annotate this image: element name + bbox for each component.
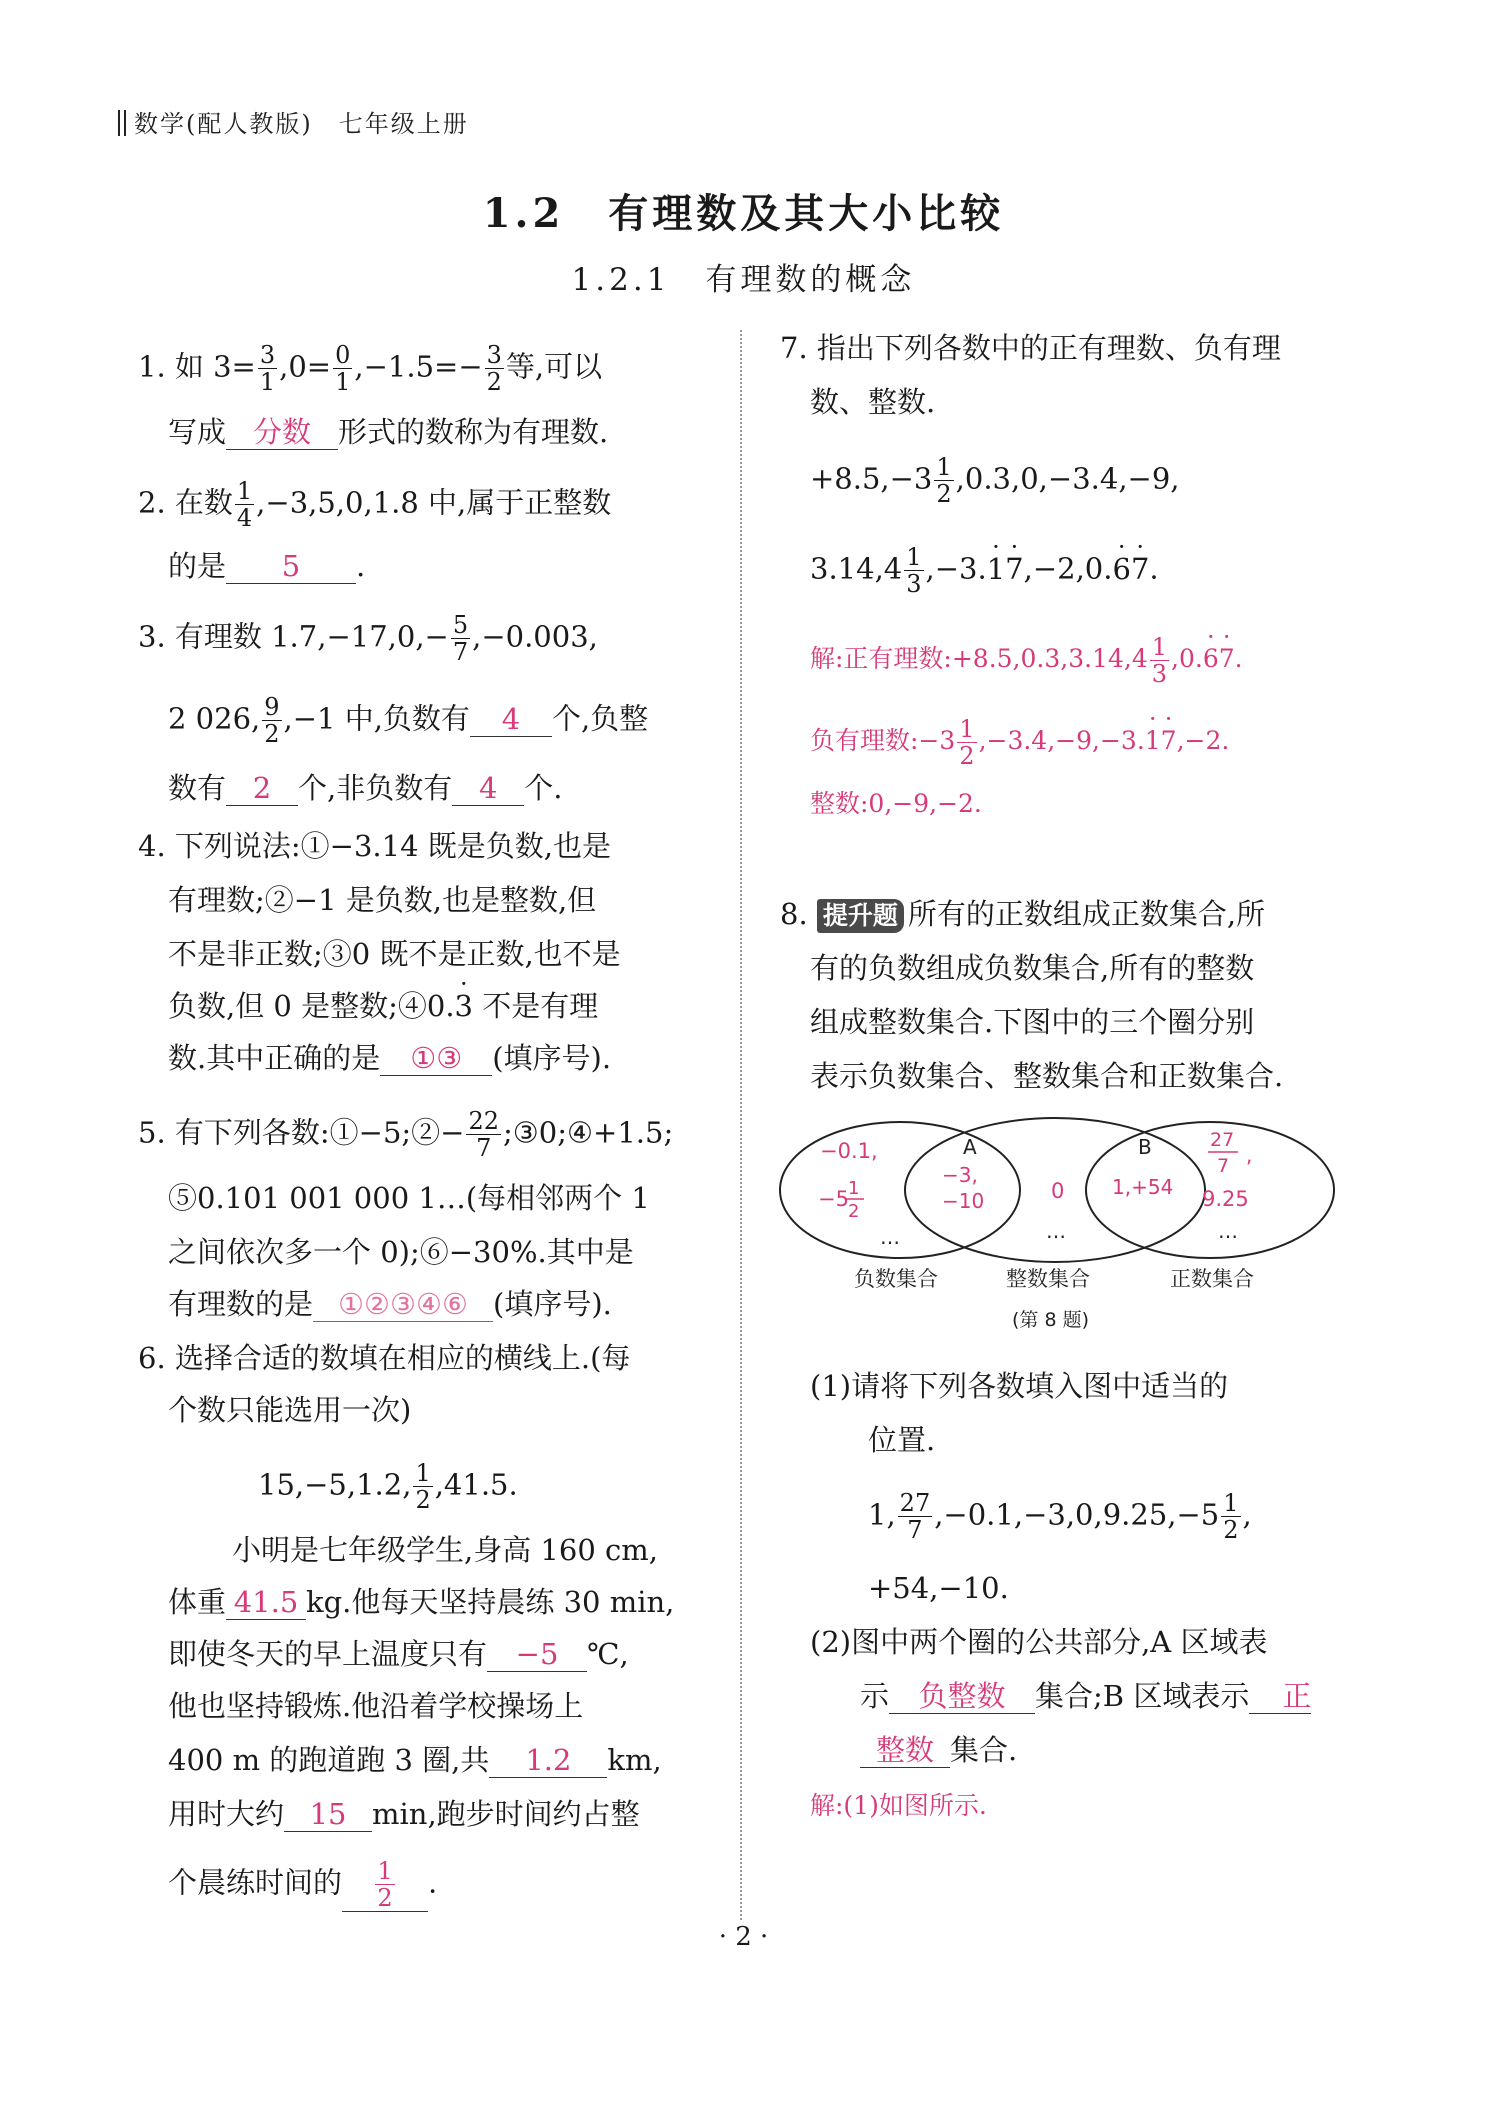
venn-diagram	[770, 1110, 1360, 1340]
answer-blank[interactable]: $\frac{1}{2}$	[342, 1858, 428, 1912]
answer-blank[interactable]: 负整数	[889, 1679, 1035, 1714]
subsection-title: 1.2.1 有理数的概念	[571, 262, 916, 298]
answer-blank[interactable]: 5	[226, 549, 356, 584]
answer-blank[interactable]: ①③	[380, 1041, 492, 1076]
section-title: 1.2 有理数及其大小比较	[482, 190, 1005, 237]
venn-text: 2	[848, 1201, 860, 1222]
page-number: · 2 ·	[718, 1922, 769, 1952]
venn-text: 7	[1217, 1155, 1230, 1177]
answer-text: 整数:0,−9,−2.	[810, 789, 982, 818]
answer-blank[interactable]: 4	[470, 702, 552, 737]
venn-text: 1	[848, 1178, 860, 1199]
answer-blank[interactable]: −5	[487, 1637, 587, 1672]
venn-text: A	[963, 1135, 977, 1159]
venn-text: −3,	[942, 1163, 978, 1187]
venn-text: ,	[1246, 1143, 1253, 1167]
answer-text: 解:正有理数:+8.5,0.3,3.14,4 $\frac{1}{3}$ ,0.· 6· 7.	[810, 634, 1243, 687]
answer-text: 解:(1)如图所示.	[810, 1791, 987, 1820]
venn-text: 0	[1051, 1179, 1065, 1203]
header-bar-icon	[118, 110, 126, 136]
venn-text: −0.1,	[820, 1139, 878, 1163]
venn-text: 1,+54	[1112, 1175, 1174, 1199]
answer-blank[interactable]: 2	[226, 771, 298, 806]
answer-blank[interactable]: 分数	[226, 415, 338, 450]
answer-blank[interactable]: 4	[452, 771, 524, 806]
answer-text: 负有理数:−3 $\frac{1}{2}$ ,−3.4,−9,−3.· 1· 7,−2.	[810, 716, 1229, 769]
venn-caption: 负数集合	[854, 1267, 938, 1291]
running-header: 数学(配人教版) 七年级上册	[118, 104, 469, 139]
venn-text: …	[1218, 1219, 1238, 1243]
venn-text: 9.25	[1202, 1187, 1249, 1211]
venn-text: B	[1138, 1135, 1152, 1159]
venn-caption: 整数集合	[1006, 1267, 1090, 1291]
column-divider	[740, 330, 742, 1920]
answer-blank[interactable]: 整数	[860, 1733, 950, 1768]
venn-caption: 正数集合	[1170, 1267, 1254, 1291]
answer-blank[interactable]: 正	[1249, 1679, 1311, 1714]
venn-text: −10	[942, 1189, 985, 1213]
venn-text: 27	[1210, 1129, 1235, 1151]
answer-blank[interactable]: 15	[284, 1797, 372, 1832]
answer-blank[interactable]: ①②③④⑥	[313, 1287, 493, 1322]
answer-blank[interactable]: 41.5	[226, 1585, 306, 1620]
venn-text: …	[1046, 1219, 1066, 1243]
venn-text: −5	[818, 1187, 849, 1211]
figure-caption: (第 8 题)	[1012, 1309, 1089, 1331]
venn-text: …	[880, 1225, 900, 1249]
challenge-tag: 提升题	[817, 899, 904, 933]
answer-blank[interactable]: 1.2	[489, 1743, 607, 1778]
